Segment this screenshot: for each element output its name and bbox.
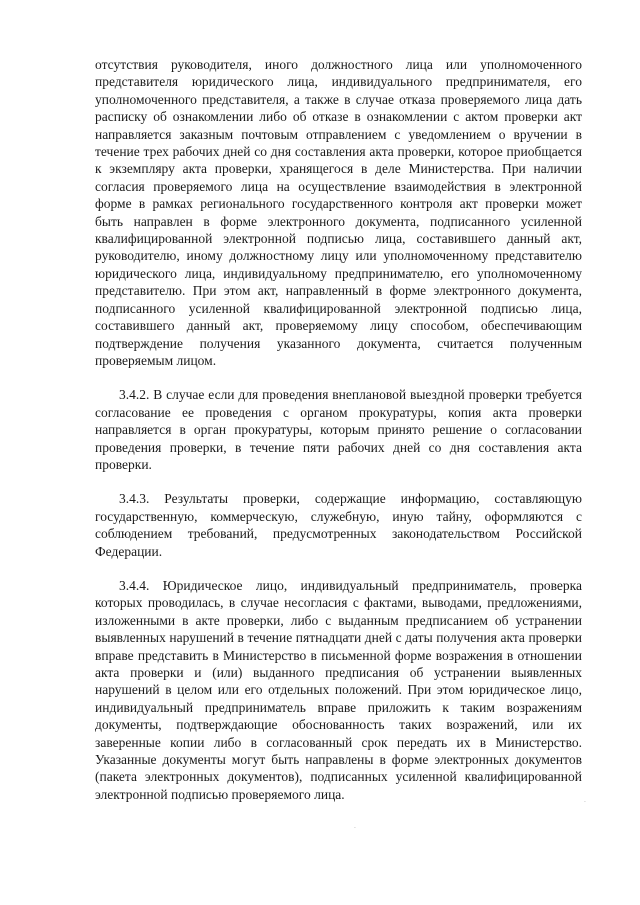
document-body [95,56,582,803]
paragraph-clause-3-4-4: 3.4.4. Юридическое лицо, индивидуальный предприниматель, проверка которых проводилась, в случае несогласия с фактами, выводами, предложениями, изложенными в акте проверки, либо с выданным предписанием об устранении выявленных нарушений в течение пятнадцати дней с даты получения акта проверки вправе представить в Министерство в письменной форме возражения в отношении акта проверки и (или) выданного предписания об устранении выявленных нарушений в целом или его отдельных положений. При этом юридическое лицо, индивидуальный предприниматель вправе приложить к таким возражениям документы, подтверждающие обоснованность таких возражений, или их заверенные копии либо в согласованный срок передать их в Министерство. Указанные документы могут быть направлены в форме электронных документов (пакета электронных документов), подписанных усиленной квалифицированной электронной подписью проверяемого лица. [95,577,582,802]
scan-speck: · [354,825,356,832]
paragraph-clause-3-4-2: 3.4.2. В случае если для проведения внеплановой выездной проверки требуется согласование ее проведения с органом прокуратуры, копия акта проверки направляется в орган прокуратуры, которым принято решение о согласовании проведения проверки, в течение пяти рабочих дней со дня составления акта проверки. [95,387,582,472]
scan-speck: · [584,799,586,806]
paragraph-continuation: отсутствия руководителя, иного должностного лица или уполномоченного представителя юридического лица, индивидуального предпринимателя, его уполномоченного представителя, а также в случае отказа проверяемого лица дать расписку об ознакомлении либо об отказе в ознакомлении с актом проверки акт направляется заказным почтовым отправлением с уведомлением о вручении в течение трех рабочих дней со дня составления акта проверки, которое приобщается к экземпляру акта проверки, хранящегося в деле Министерства. При наличии согласия проверяемого лица на осуществление взаимодействия в электронной форме в рамках регионального государственного контроля акт проверки может быть направлен в форме электронного документа, подписанного усиленной квалифицированной электронной подписью лица, составившего данный акт, руководителю, иному должностному лицу или уполномоченному представителю юридического лица, индивидуальному предпринимателю, его уполномоченному представителю. При этом акт, направленный в форме электронного документа, подписанного усиленной квалифицированной электронной подписью лица, составившего данный акт, проверяемому лицу способом, обеспечивающим подтверждение получения указанного документа, считается полученным проверяемым лицом. [95,57,582,368]
paragraph-clause-3-4-3: 3.4.3. Результаты проверки, содержащие информацию, составляющую государственную, коммерческую, служебную, иную тайну, оформляются с соблюдением требований, предусмотренных законодательством Российской Федерации. [95,491,582,559]
